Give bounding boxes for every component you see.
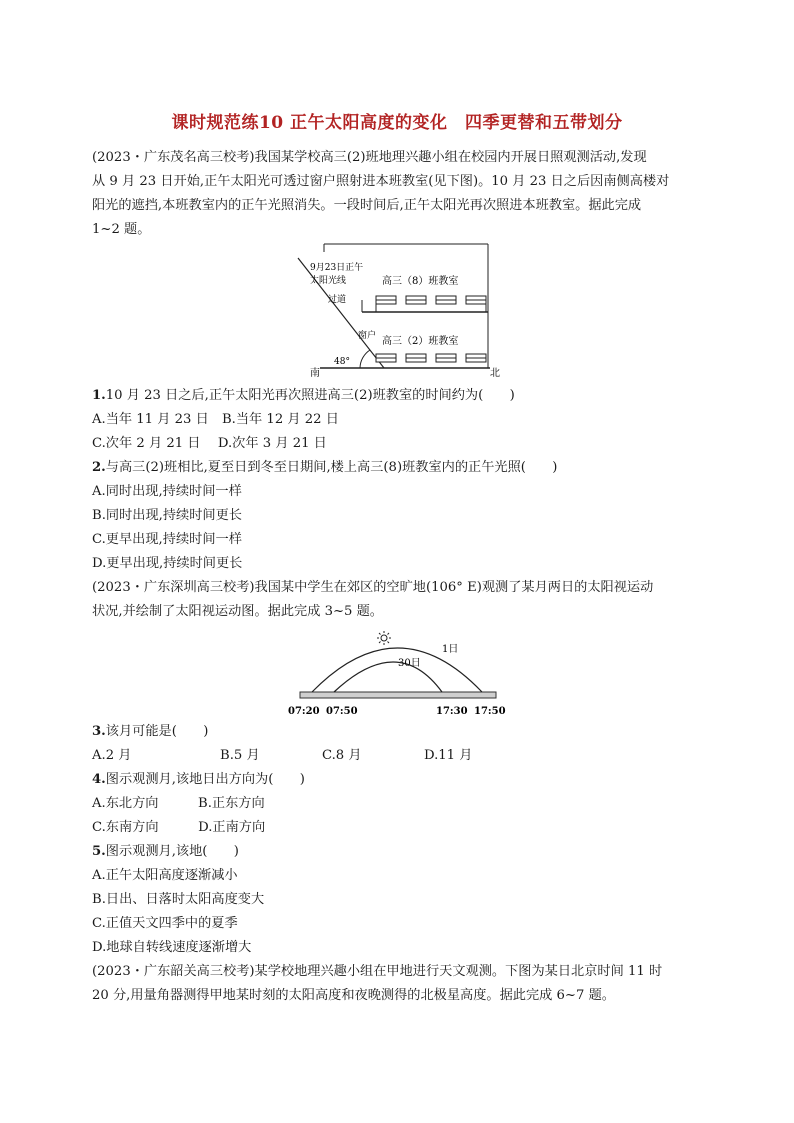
section3-intro-line: (2023・广东韶关高三校考)某学校地理兴趣小组在甲地进行天文观测。下图为某日北京时间 11 时 [92, 964, 663, 979]
question-text: 该月可能是( ) [105, 724, 209, 739]
question-2 [92, 456, 557, 480]
page-title: 课时规范练10 正午太阳高度的变化 四季更替和五带划分 [171, 113, 623, 133]
question-number: 3. [92, 724, 106, 739]
day30-label: 30日 [398, 658, 421, 669]
section2-intro-line: (2023・广东深圳高三校考)我国某中学生在郊区的空旷地(106° E)观测了某月两日的太阳视运动 [92, 580, 654, 595]
option-line: C.8 月 [322, 748, 362, 763]
question-1 [92, 384, 515, 408]
sun-ray-label-line2: 太阳光线 [310, 276, 347, 286]
question-text: 图示观测月,该地( ) [105, 844, 239, 859]
question-4 [92, 768, 305, 792]
question-text: 图示观测月,该地日出方向为( ) [105, 772, 305, 787]
option-line: C.东南方向 D.正南方向 [92, 820, 266, 835]
angle-label: 48° [334, 357, 350, 367]
desk-row-lower [376, 354, 486, 362]
option-line: D.11 月 [424, 748, 473, 763]
section2-intro-line: 状况,并绘制了太阳视运动图。据此完成 3~5 题。 [92, 604, 383, 619]
option-line: C.次年 2 月 21 日 D.次年 3 月 21 日 [92, 436, 327, 451]
corridor-label: 过道 [328, 295, 347, 305]
sun-icon [377, 631, 391, 645]
day1-label: 1日 [442, 644, 459, 655]
question-number: 1. [92, 388, 106, 403]
question-text: 与高三(2)班相比,夏至日到冬至日期间,楼上高三(8)班教室内的正午光照( ) [105, 460, 558, 475]
option-line: A.2 月 [92, 748, 132, 763]
north-label: 北 [490, 368, 500, 379]
option-line: A.正午太阳高度逐渐减小 [92, 868, 238, 883]
time-label: 07:50 [326, 706, 358, 717]
option-line: A.东北方向 B.正东方向 [92, 796, 265, 811]
option-line: B.同时出现,持续时间更长 [92, 508, 242, 523]
option-line: A.当年 11 月 23 日 B.当年 12 月 22 日 [92, 412, 339, 427]
south-label: 南 [310, 368, 320, 379]
question-number: 2. [92, 460, 106, 475]
section1-intro-line: 阳光的遮挡,本班教室内的正午光照消失。一段时间后,正午太阳光再次照进本班教室。据此完成 [92, 198, 642, 213]
sun-path-figure [286, 628, 516, 724]
section1-intro-line: 1~2 题。 [92, 222, 151, 237]
window-label: 窗户 [358, 331, 377, 341]
desk-row-upper [376, 296, 486, 312]
option-line: B.日出、日落时太阳高度变大 [92, 892, 265, 907]
option-line: D.更早出现,持续时间更长 [92, 556, 243, 571]
question-text: 10 月 23 日之后,正午太阳光再次照进高三(2)班教室的时间约为( ) [105, 388, 515, 403]
option-line: C.更早出现,持续时间一样 [92, 532, 242, 547]
sun-ray-label-line1: 9月23日正午 [310, 263, 364, 273]
section1-intro-line: (2023・广东茂名高三校考)我国某学校高三(2)班地理兴趣小组在校园内开展日照观测活动,发现 [92, 150, 647, 165]
section1-intro-line: 从 9 月 23 日开始,正午太阳光可透过窗户照射进本班教室(见下图)。10 月 23 日之后因南侧高楼对 [92, 174, 670, 189]
option-line: D.地球自转线速度逐渐增大 [92, 940, 252, 955]
option-line: B.5 月 [220, 748, 260, 763]
question-3 [92, 720, 208, 744]
option-line: A.同时出现,持续时间一样 [92, 484, 242, 499]
classroom-sunlight-figure [290, 240, 510, 380]
question-number: 5. [92, 844, 106, 859]
class2-label: 高三（2）班教室 [382, 336, 459, 347]
time-label: 17:30 [436, 706, 468, 717]
option-line: C.正值天文四季中的夏季 [92, 916, 238, 931]
section3-intro-line: 20 分,用量角器测得甲地某时刻的太阳高度和夜晚测得的北极星高度。据此完成 6~7 题。 [92, 988, 615, 1003]
class8-label: 高三（8）班教室 [382, 276, 459, 287]
time-label: 17:50 [474, 706, 506, 717]
question-number: 4. [92, 772, 106, 787]
time-label: 07:20 [288, 706, 320, 717]
question-5 [92, 840, 239, 864]
